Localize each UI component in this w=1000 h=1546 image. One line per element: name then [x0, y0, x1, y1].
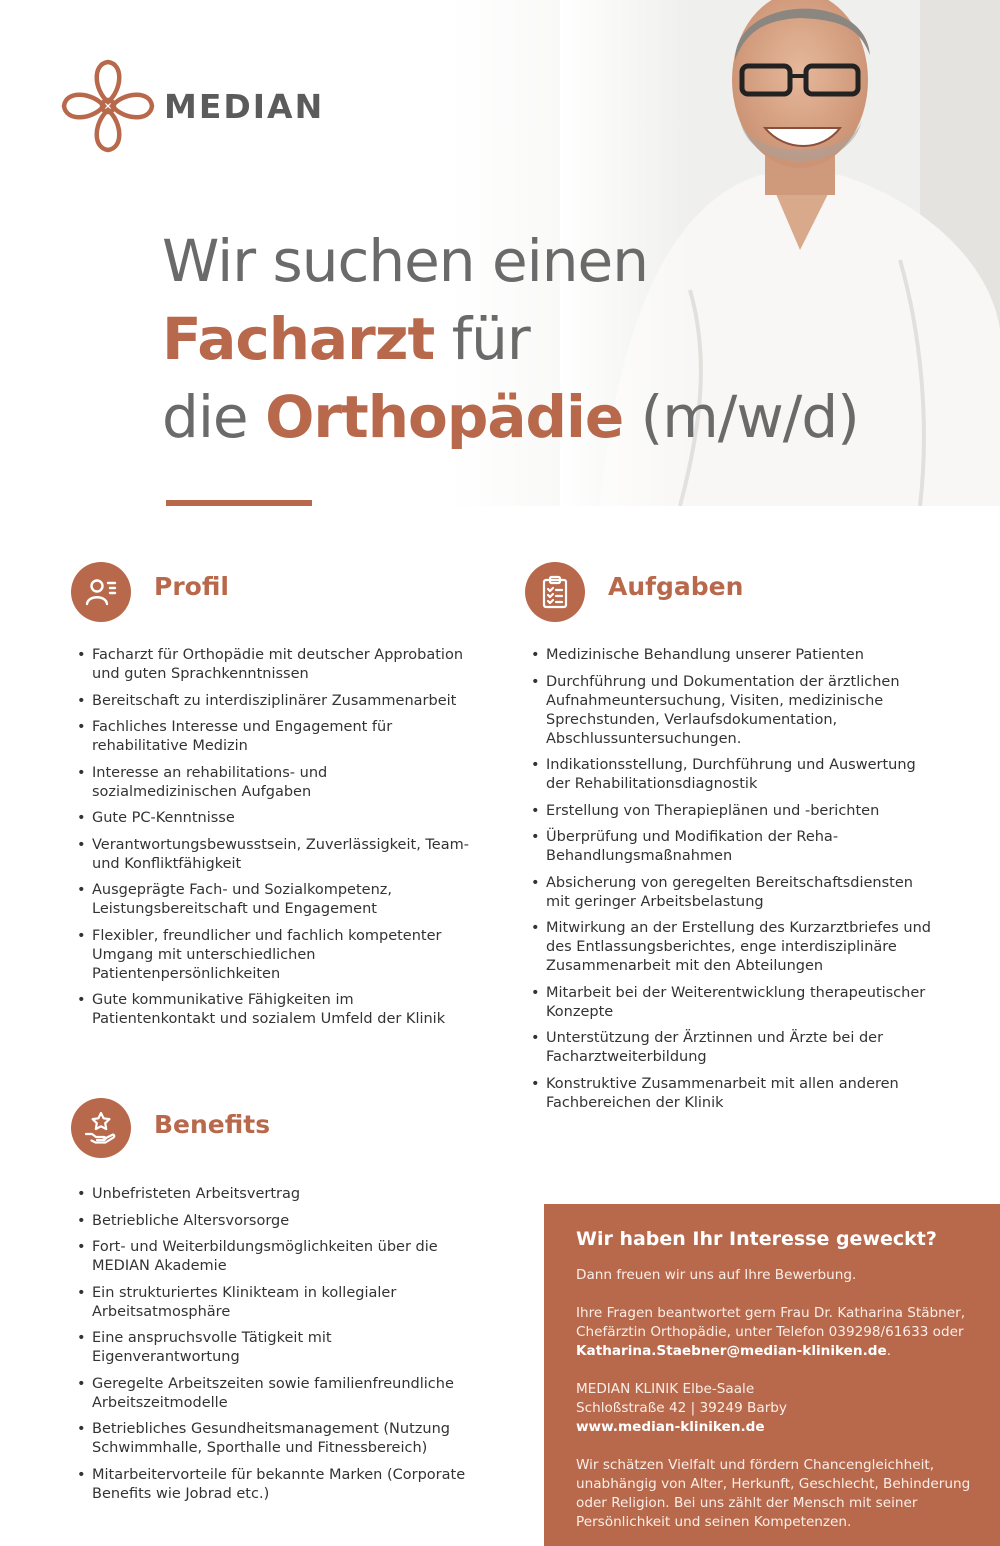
headline-line-3 — [162, 378, 922, 456]
headline-line-3-end: (m/w/d) — [623, 383, 859, 451]
list-item: • Medizinische Behandlung unserer Patienten — [529, 646, 934, 665]
list-item: • Durchführung und Dokumentation der ärztlichen Aufnahmeuntersuchung, Visiten, medizinische Sprechstunden, Verlaufsdokumentation, Abschlussuntersuchungen. — [529, 673, 934, 749]
median-logo — [58, 56, 324, 156]
list-item: • Interesse an rehabilitations- und sozialmedizinischen Aufgaben — [75, 764, 475, 802]
contact-box — [544, 1204, 1000, 1546]
list-item: • Verantwortungsbewusstsein, Zuverlässigkeit, Team- und Konfliktfähigkeit — [75, 836, 475, 874]
list-item: • Mitarbeit bei der Weiterentwicklung therapeutischer Konzepte — [529, 984, 934, 1022]
list-item: • Mitarbeitervorteile für bekannte Marken (Corporate Benefits wie Jobrad etc.) — [75, 1466, 475, 1504]
contact-email-suffix: . — [886, 1343, 892, 1359]
contact-questions — [576, 1304, 990, 1361]
clinic-address: Schloßstraße 42 | 39249 Barby — [576, 1400, 787, 1416]
headline-accent-orthopaedie: Orthopädie — [265, 383, 624, 451]
list-item: • Absicherung von geregelten Bereitschaftsdiensten mit geringer Arbeitsbelastung — [529, 874, 934, 912]
list-item: • Eine anspruchsvolle Tätigkeit mit Eigenverantwortung — [75, 1329, 475, 1367]
list-item: • Überprüfung und Modifikation der Reha-Behandlungsmaßnahmen — [529, 828, 934, 866]
list-item: • Erstellung von Therapieplänen und -berichten — [529, 802, 934, 821]
list-item: • Ausgeprägte Fach- und Sozialkompetenz, Leistungsbereitschaft und Engagement — [75, 881, 475, 919]
job-headline — [162, 222, 922, 456]
list-item: • Konstruktive Zusammenarbeit mit allen anderen Fachbereichen der Klinik — [529, 1075, 934, 1113]
benefits-heading: Benefits — [154, 1110, 271, 1139]
list-item: • Flexibler, freundlicher und fachlich kompetenter Umgang mit unterschiedlichen Patientenpersönlichkeiten — [75, 927, 475, 984]
median-clover-icon — [58, 56, 158, 156]
clipboard-checklist-icon — [525, 562, 585, 622]
headline-line-2-rest: für — [434, 305, 530, 373]
list-item: • Mitwirkung an der Erstellung des Kurzarztbriefes und des Entlassungsberichtes, enge interdisziplinäre Zusammenarbeit mit den Abteilungen — [529, 919, 934, 976]
clinic-name: MEDIAN KLINIK Elbe-Saale — [576, 1381, 755, 1397]
list-item: • Ein strukturiertes Klinikteam in kollegialer Arbeitsatmosphäre — [75, 1284, 475, 1322]
list-item: • Bereitschaft zu interdisziplinärer Zusammenarbeit — [75, 692, 475, 711]
profil-list — [75, 646, 475, 1037]
list-item: • Unbefristeten Arbeitsvertrag — [75, 1185, 475, 1204]
list-item: • Unterstützung der Ärztinnen und Ärzte bei der Facharztweiterbildung — [529, 1029, 934, 1067]
contact-email-link[interactable]: Katharina.Staebner@median-kliniken.de — [576, 1343, 887, 1359]
list-item: • Gute PC-Kenntnisse — [75, 809, 475, 828]
list-item: • Fort- und Weiterbildungsmöglichkeiten über die MEDIAN Akademie — [75, 1238, 475, 1276]
brand-name: MEDIAN — [164, 86, 325, 126]
list-item: • Gute kommunikative Fähigkeiten im Patientenkontakt und sozialem Umfeld der Klinik — [75, 991, 475, 1029]
headline-line-3-start: die — [162, 383, 266, 451]
list-item: • Facharzt für Orthopädie mit deutscher Approbation und guten Sprachkenntnissen — [75, 646, 475, 684]
list-item: • Geregelte Arbeitszeiten sowie familienfreundliche Arbeitszeitmodelle — [75, 1375, 475, 1413]
user-list-icon — [71, 562, 131, 622]
list-item: • Betriebliche Altersvorsorge — [75, 1212, 475, 1231]
benefits-list — [75, 1185, 475, 1511]
diversity-statement: Wir schätzen Vielfalt und fördern Chancengleichheit, unabhängig von Alter, Herkunft, Geschlecht, Behinderung oder Religion. Bei uns zählt der Mensch mit seiner Persönlichkeit und seinen Kompetenzen. — [576, 1457, 971, 1530]
headline-divider — [166, 500, 312, 506]
headline-line-2 — [162, 300, 922, 378]
contact-address-block — [576, 1380, 990, 1437]
list-item: • Indikationsstellung, Durchführung und Auswertung der Rehabilitationsdiagnostik — [529, 756, 934, 794]
list-item: • Fachliches Interesse und Engagement für rehabilitative Medizin — [75, 718, 475, 756]
aufgaben-heading: Aufgaben — [608, 572, 744, 601]
headline-line-1: Wir suchen einen — [162, 227, 648, 295]
contact-questions-text: Ihre Fragen beantwortet gern Frau Dr. Katharina Stäbner, Chefärztin Orthopädie, unter Telefon 039298/61633 oder — [576, 1305, 966, 1340]
profil-heading: Profil — [154, 572, 229, 601]
website-link[interactable]: www.median-kliniken.de — [576, 1419, 765, 1435]
contact-heading: Wir haben Ihr Interesse geweckt? — [576, 1228, 937, 1250]
hand-star-icon — [71, 1098, 131, 1158]
contact-intro: Dann freuen wir uns auf Ihre Bewerbung. — [576, 1267, 857, 1283]
aufgaben-list — [529, 646, 934, 1120]
headline-accent-facharzt: Facharzt — [162, 305, 435, 373]
list-item: • Betriebliches Gesundheitsmanagement (Nutzung Schwimmhalle, Sporthalle und Fitnessbereich) — [75, 1420, 475, 1458]
